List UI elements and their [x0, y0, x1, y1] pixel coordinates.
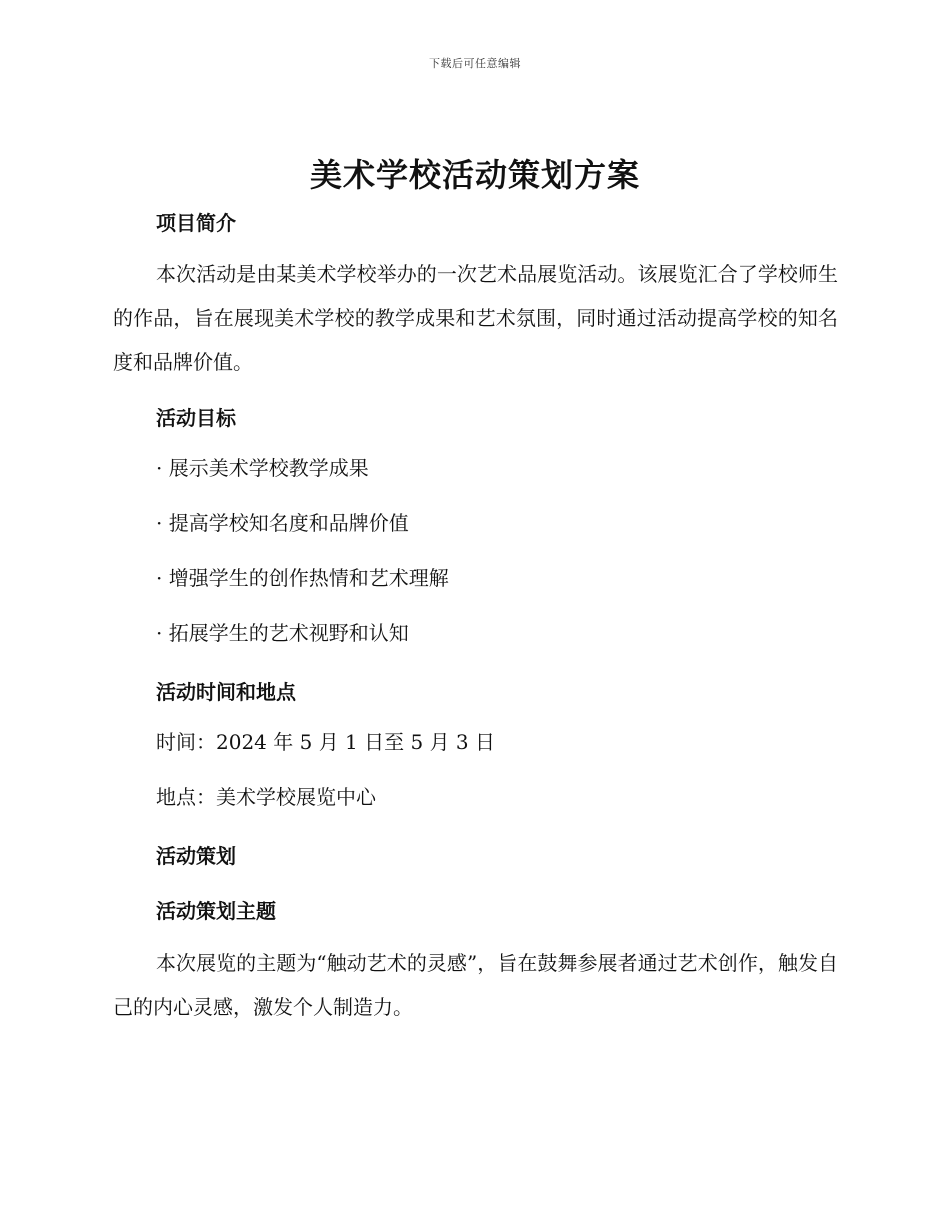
theme-paragraph: 本次展览的主题为“触动艺术的灵感”，旨在鼓舞参展者通过艺术创作，触发自己的内心灵感，激发个人制造力。	[113, 951, 838, 1019]
event-time: 时间：2024 年 5 月 1 日至 5 月 3 日	[156, 730, 496, 754]
section-heading-theme: 活动策划主题	[156, 899, 276, 923]
section-heading-intro: 项目简介	[156, 211, 236, 235]
intro-paragraph: 本次活动是由某美术学校举办的一次艺术品展览活动。该展览汇合了学校师生的作品，旨在展现美术学校的教学成果和艺术氛围，同时通过活动提高学校的知名度和品牌价值。	[113, 262, 838, 374]
event-place: 地点：美术学校展览中心	[156, 785, 376, 809]
section-heading-time-place: 活动时间和地点	[156, 680, 296, 704]
goal-item: · 增强学生的创作热情和艺术理解	[156, 566, 449, 590]
section-heading-planning: 活动策划	[156, 844, 236, 868]
header-note: 下载后可任意编辑	[429, 57, 521, 70]
goal-item: · 展示美术学校教学成果	[156, 456, 369, 480]
goal-item: · 拓展学生的艺术视野和认知	[156, 621, 409, 645]
document-title: 美术学校活动策划方案	[309, 156, 640, 194]
goal-item: · 提高学校知名度和品牌价值	[156, 511, 409, 535]
section-heading-goals: 活动目标	[156, 406, 236, 430]
